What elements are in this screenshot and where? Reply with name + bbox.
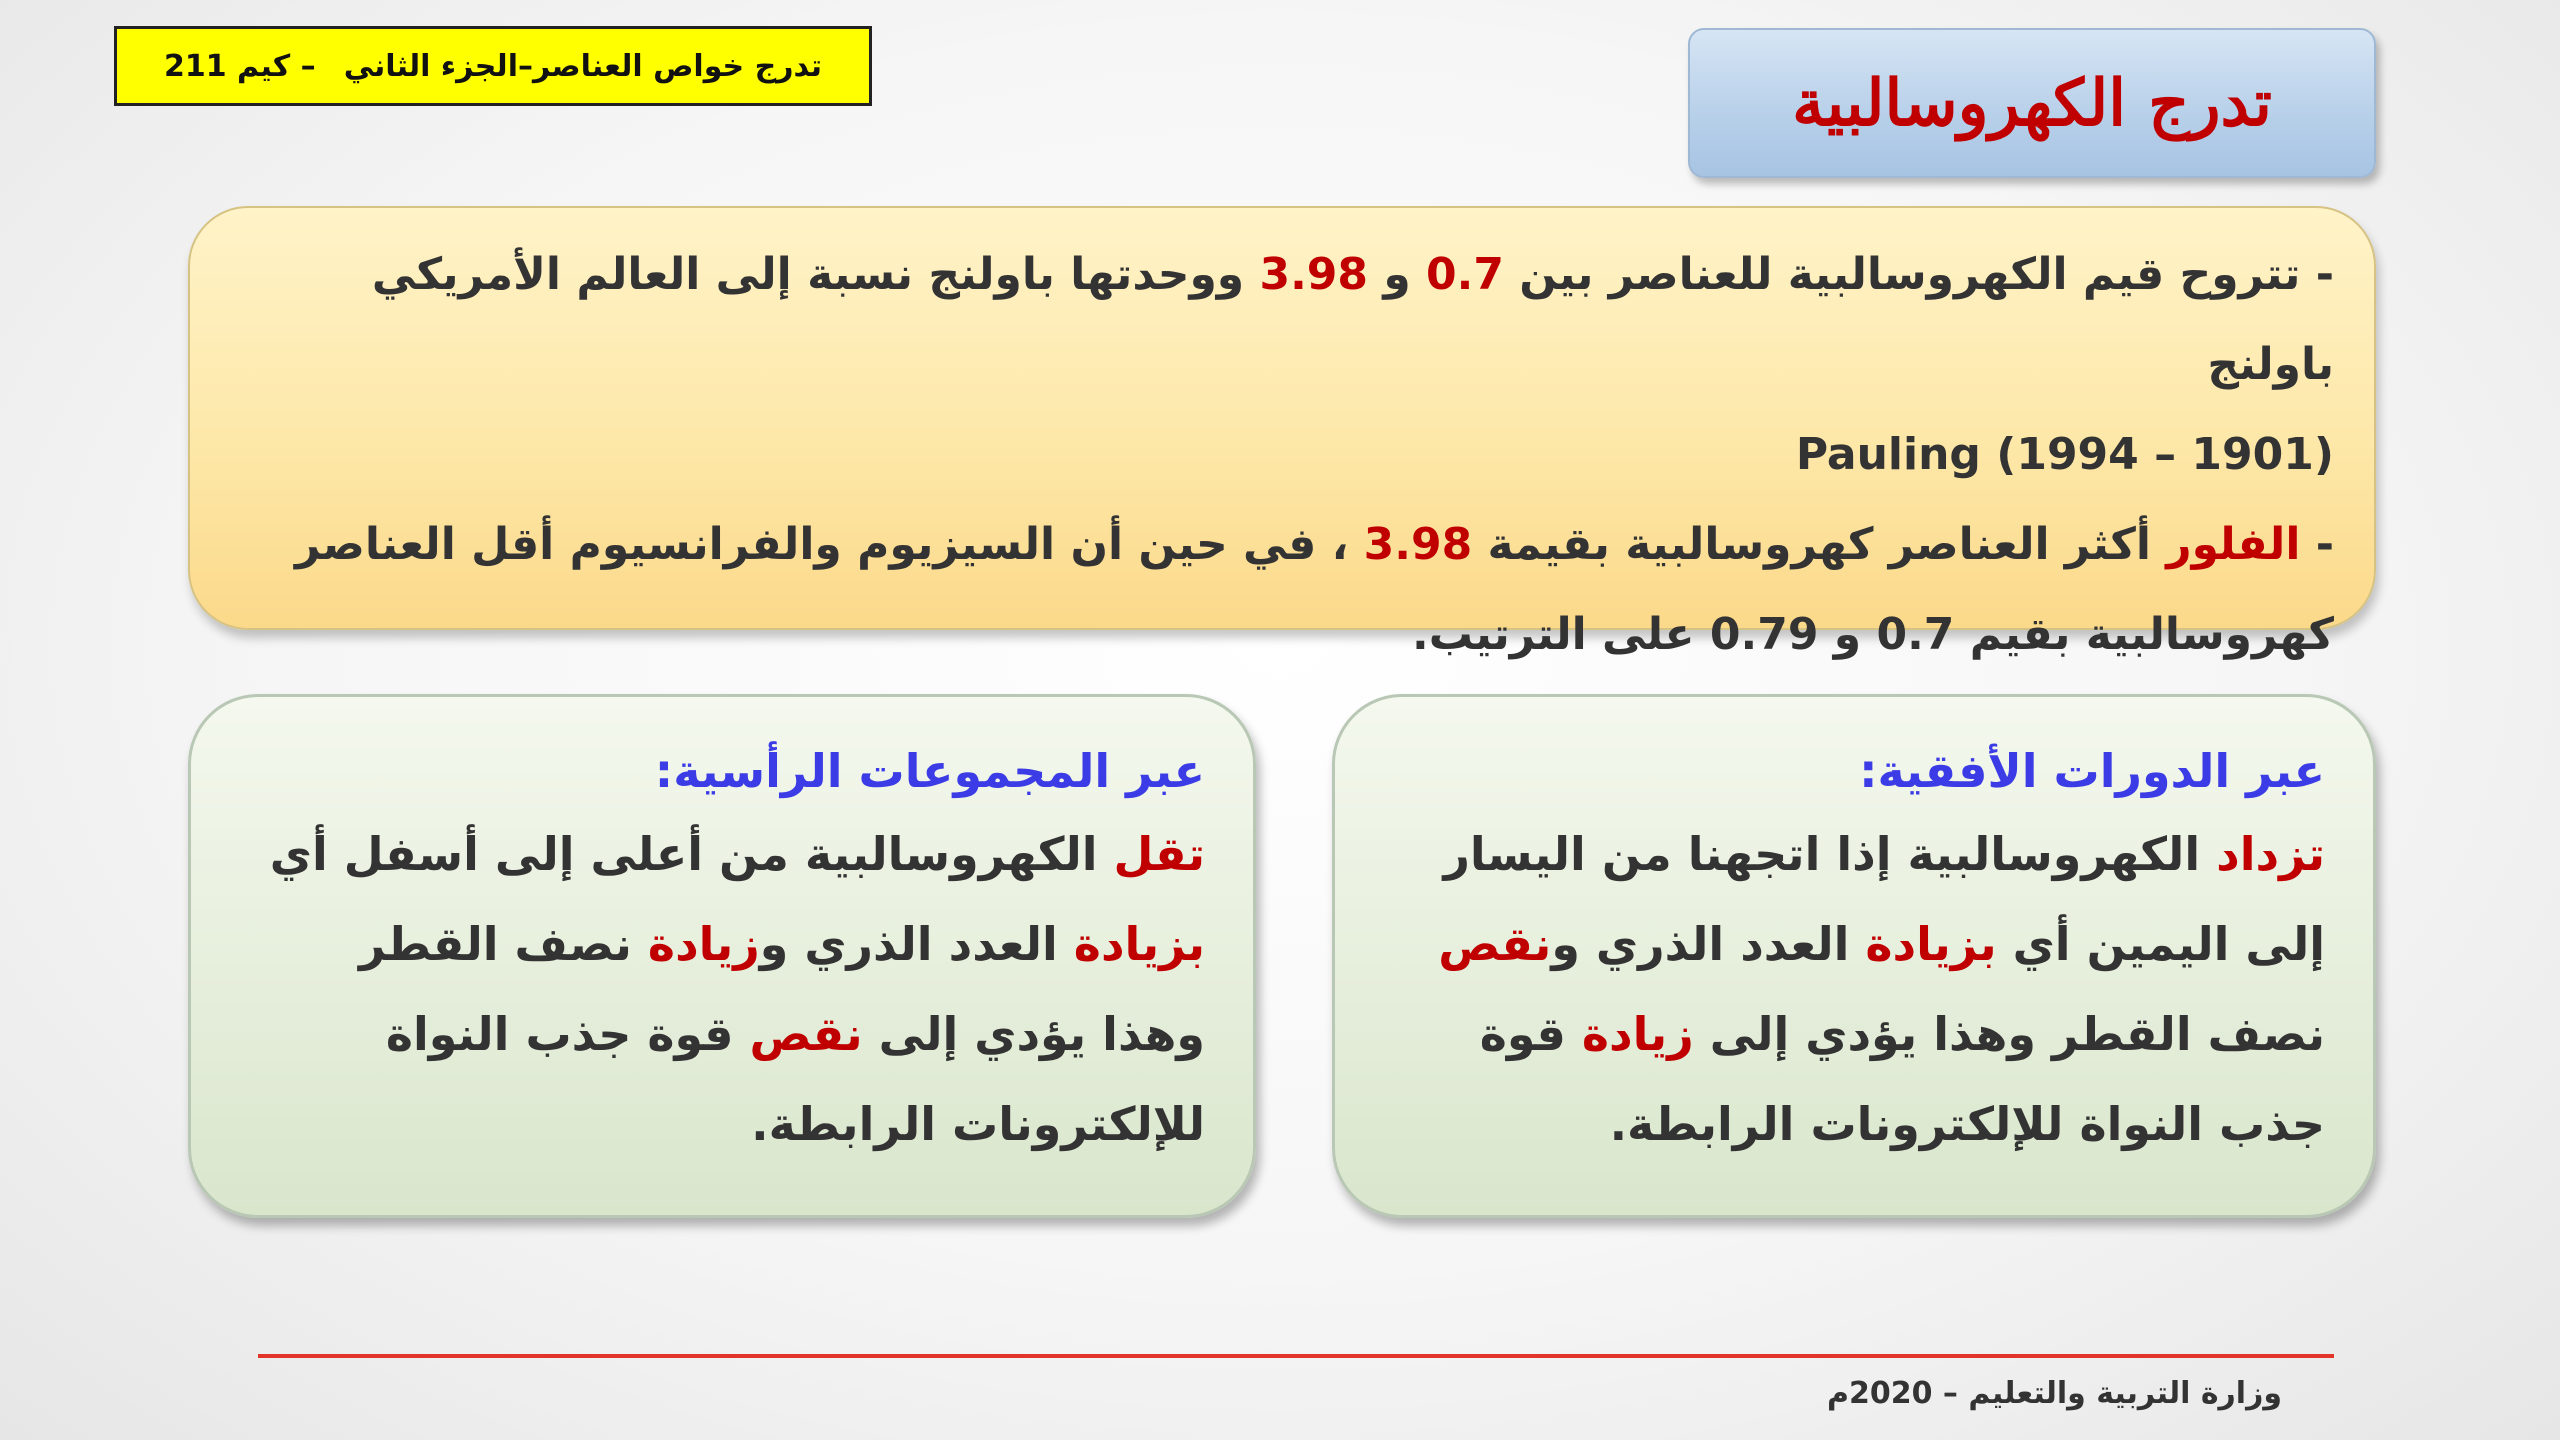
intro-p2-text-c: ، في حين أن السيزيوم والفرانسيوم أقل العناصر كهروسالبية بقيم 0.7 و 0.79 على الترتيب.	[294, 519, 2334, 660]
groups-text-4: قوة جذب النواة للإلكترونات الرابطة.	[385, 1007, 1205, 1151]
groups-keyword-4: نقص	[749, 1007, 863, 1061]
course-title: تدرج خواص العناصر–الجزء الثاني	[343, 48, 823, 84]
periods-heading: عبر الدورات الأفقية:	[1859, 744, 2325, 798]
groups-text-1: الكهروسالبية من أعلى إلى أسفل أي	[269, 827, 1114, 881]
slide-title-box	[1688, 28, 2376, 178]
intro-p2-dash: -	[2300, 519, 2334, 570]
periods-keyword-3: نقص	[1438, 917, 1552, 971]
intro-paragraph-2	[260, 500, 2334, 680]
groups-keyword-2: بزيادة	[1073, 917, 1205, 971]
footer-text: وزارة التربية والتعليم – 2020م	[1826, 1376, 2282, 1411]
intro-p1-text-a: - تتروح قيم الكهروسالبية للعناصر بين	[1503, 249, 2334, 300]
groups-card	[188, 694, 1256, 1218]
intro-p1-max-value: 3.98	[1259, 249, 1369, 300]
periods-card	[1332, 694, 2376, 1218]
groups-text-3: نصف القطر وهذا يؤدي إلى	[358, 917, 1205, 1061]
slide-title: تدرج الكهروسالبية	[1792, 65, 2272, 141]
intro-p2-text-b: أكثر العناصر كهروسالبية بقيمة	[1472, 519, 2167, 570]
intro-p1-text-b: و	[1368, 249, 1427, 300]
groups-body	[243, 809, 1205, 1169]
intro-box	[188, 206, 2376, 660]
course-code: – كيم 211	[163, 48, 316, 84]
groups-keyword-1: تقل	[1113, 827, 1205, 881]
fluorine-value: 3.98	[1363, 519, 1473, 570]
pauling-years: Pauling (1994 – 1901)	[1795, 429, 2334, 480]
groups-keyword-3: زيادة	[647, 917, 760, 971]
periods-text-3: نصف القطر وهذا يؤدي إلى	[1693, 1007, 2325, 1061]
periods-text-1: الكهروسالبية إذا اتجهنا من اليسار إلى اليمين أي	[1443, 827, 2325, 971]
periods-keyword-1: تزداد	[2216, 827, 2325, 881]
course-label	[114, 26, 872, 106]
intro-paragraph-1	[260, 230, 2334, 410]
periods-keyword-2: بزيادة	[1865, 917, 1997, 971]
intro-p1-text-c: ووحدتها باولنج نسبة إلى العالم الأمريكي باولنج	[371, 249, 2334, 390]
periods-body	[1387, 809, 2325, 1169]
periods-text-4: قوة جذب النواة للإلكترونات الرابطة.	[1479, 1007, 2325, 1151]
periods-keyword-4: زيادة	[1581, 1007, 1694, 1061]
footer-divider	[258, 1354, 2334, 1358]
intro-p1-min-value: 0.7	[1426, 249, 1504, 300]
fluorine-word: الفلور	[2166, 519, 2301, 570]
intro-paragraph-1-line-2	[260, 410, 2334, 500]
groups-heading: عبر المجموعات الرأسية:	[654, 744, 1205, 798]
groups-text-2: العدد الذري و	[759, 917, 1074, 971]
periods-text-2: العدد الذري و	[1551, 917, 1866, 971]
